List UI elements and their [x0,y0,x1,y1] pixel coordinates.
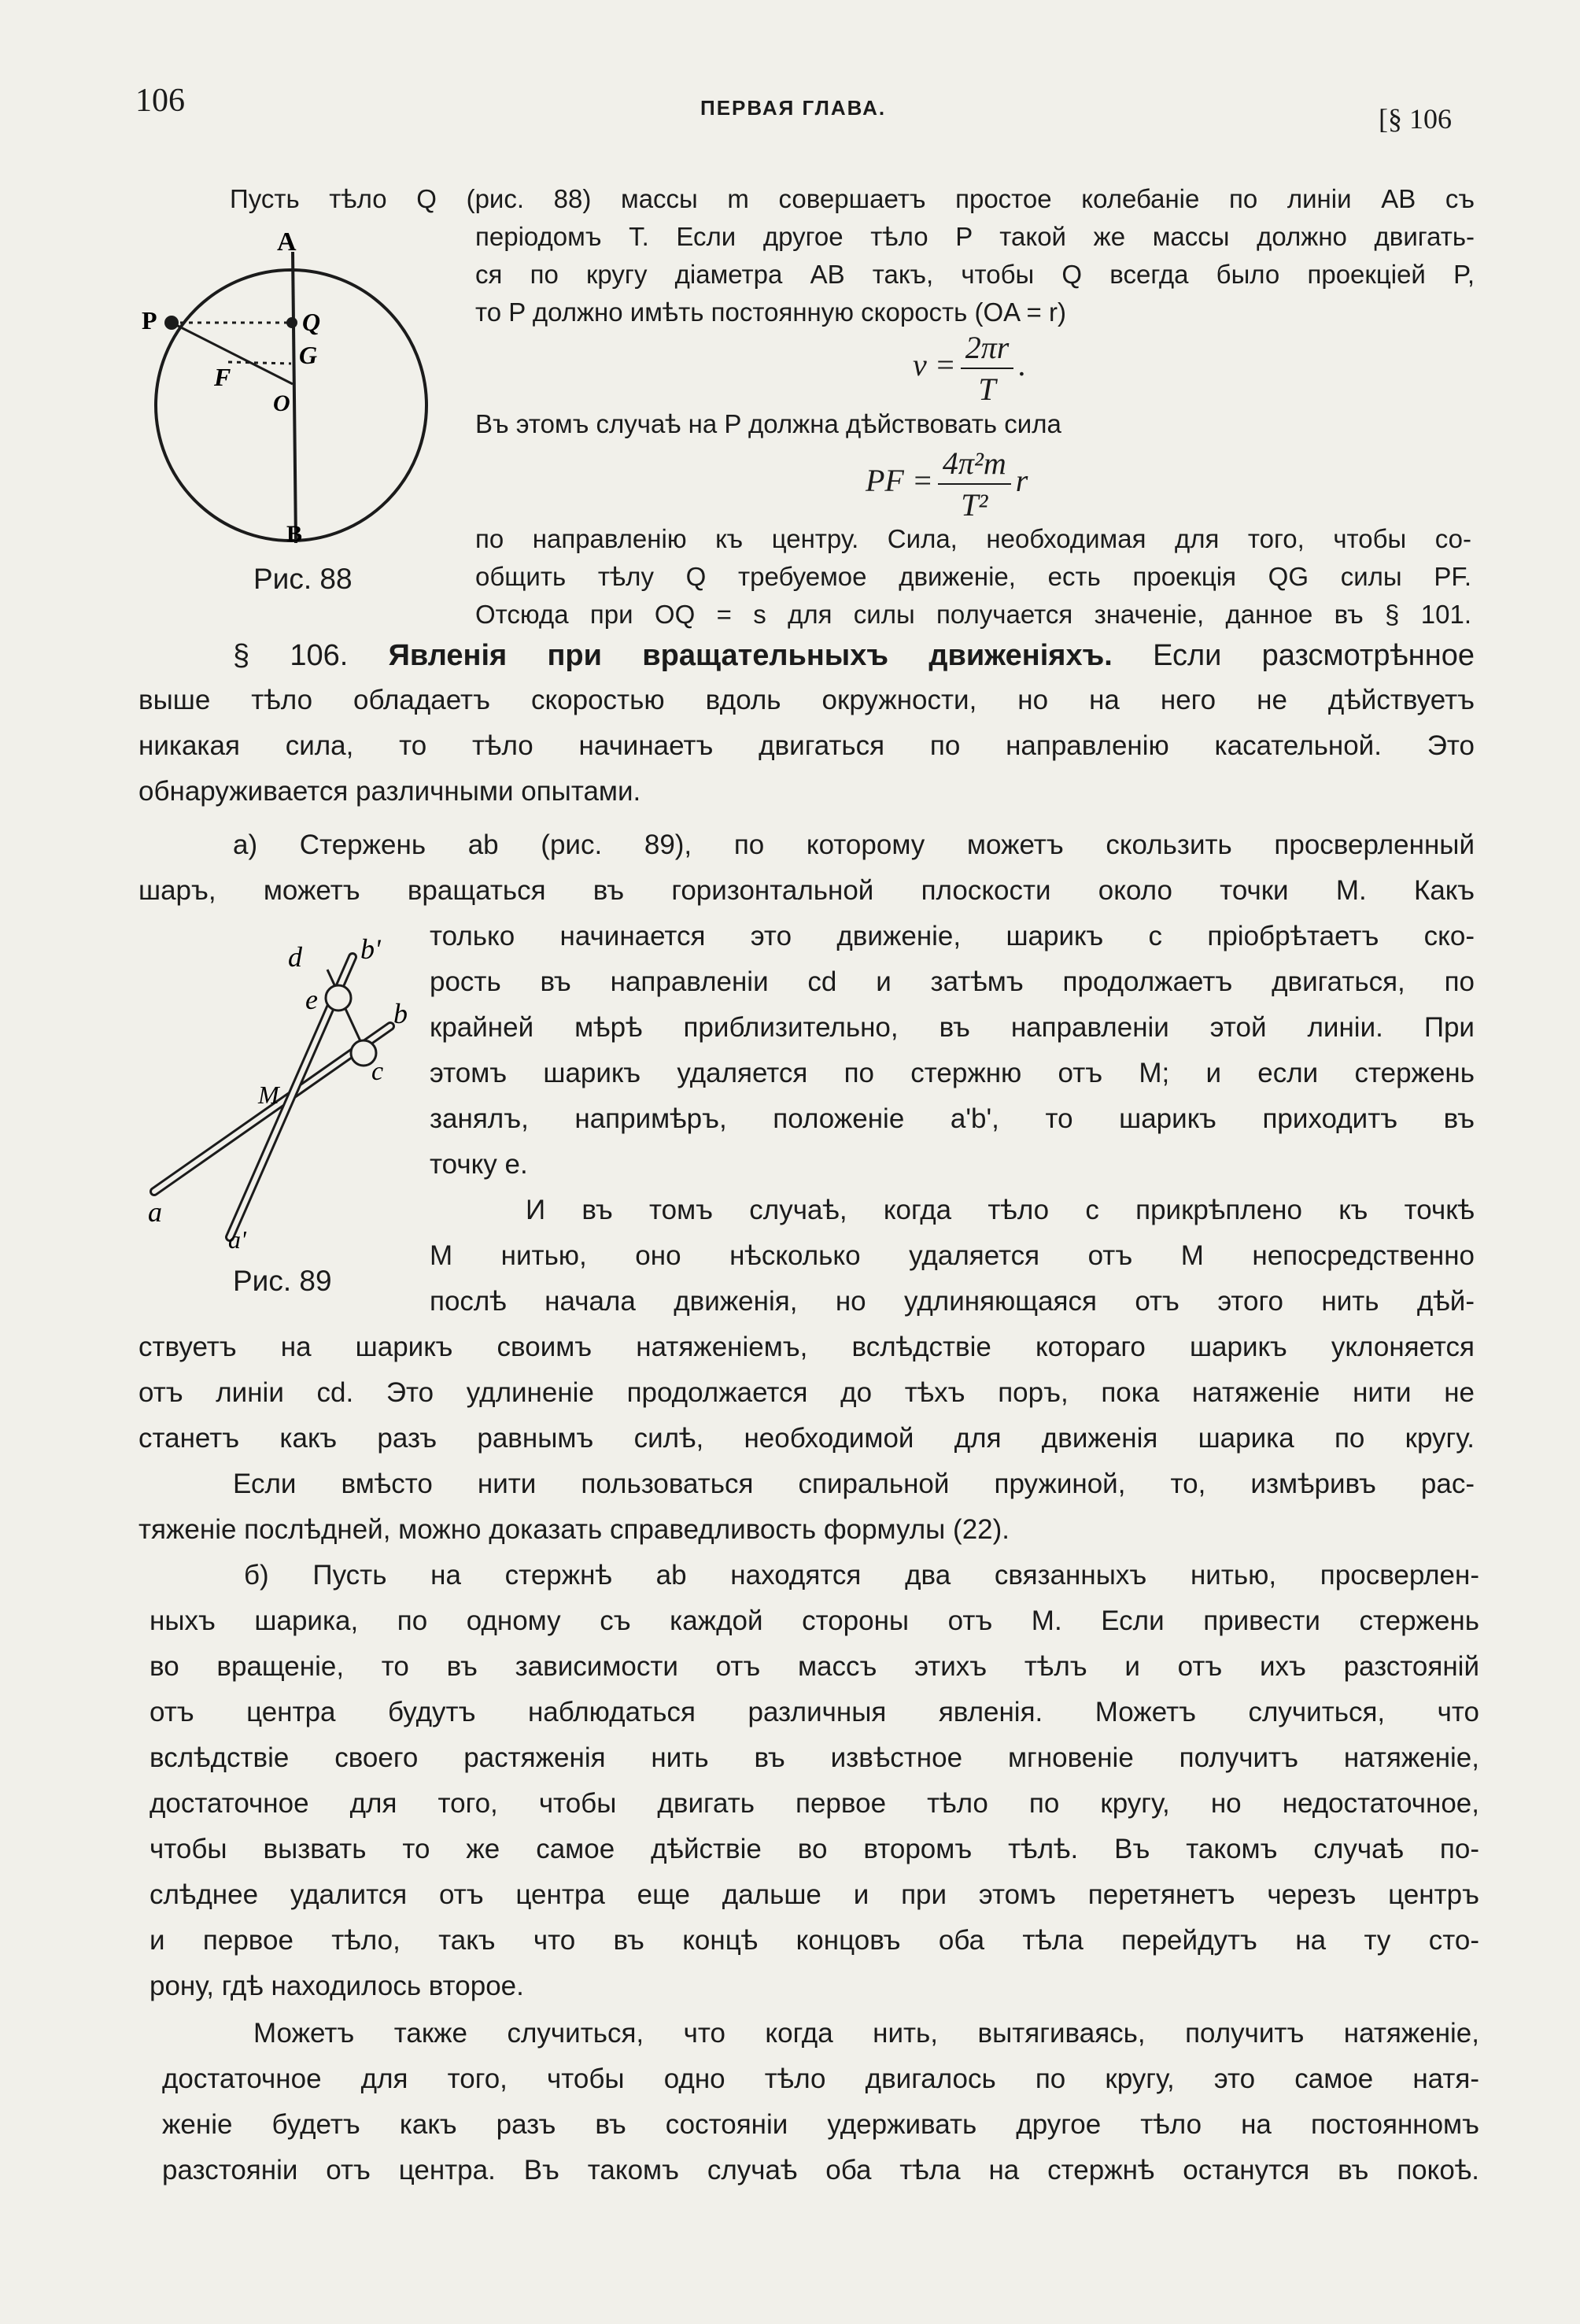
dotted-FG [228,362,291,364]
running-title: ПЕРВАЯ ГЛАВА. [700,96,887,120]
label-b: b [393,998,408,1029]
label-c: c [371,1057,384,1086]
label-a: a [148,1196,162,1228]
label-A: A [277,228,297,257]
text-line: ся по кругу діаметра AB такъ, чтобы Q всегда было проекціей P, [475,260,1475,289]
label-P: P [142,306,157,334]
text-line: и первое тѣло, такъ что въ концѣ концовъ оба тѣла перейдутъ на ту сто- [150,1925,1479,1956]
text-line: шаръ, можетъ вращаться въ горизонтальной плоскости около точки M. Какъ [138,875,1475,906]
text-line: рону, гдѣ находилось второе. [150,1971,524,2001]
text-line: Если вмѣсто нити пользоваться спиральной пружиной, то, измѣривъ рас- [233,1469,1475,1499]
text-line: обнаруживается различными опытами. [138,776,641,807]
text-line: общить тѣлу Q требуемое движеніе, есть проекція QG силы PF. [475,562,1471,591]
text-line: разстояніи отъ центра. Въ такомъ случаѣ оба тѣла на стержнѣ останутся въ покоѣ. [162,2155,1479,2185]
figure-88-circle-diagram [142,228,456,559]
label-B: B [286,521,303,547]
text-line: Можетъ также случиться, что когда нить, вытягиваясь, получитъ натяженіе, [253,2018,1479,2049]
text-line: тяженіе послѣдней, можно доказать справедливость формулы (22). [138,1514,1010,1545]
text-line: ныхъ шарика, по одному съ каждой стороны отъ M. Если привести стержень [150,1605,1479,1636]
label-Q: Q [302,308,321,336]
text-line: только начинается это движеніе, шарикъ c пріобрѣтаетъ ско- [430,921,1475,951]
text-line: рость въ направленіи cd и затѣмъ продолжаетъ двигаться, по [430,966,1475,997]
text-line: Въ этомъ случаѣ на P должна дѣйствовать сила [475,409,1061,438]
text-line: этомъ шарикъ удаляется по стержню отъ M; и если стержень [430,1058,1475,1088]
text-line: выше тѣло обладаетъ скоростью вдоль окружности, но на него не дѣйствуетъ [138,685,1475,715]
text-line: а) Стержень ab (рис. 89), по которому можетъ скользить просверленный [233,829,1475,860]
text-line: Отсюда при OQ = s для силы получается значеніе, данное въ § 101. [475,600,1471,629]
figure-89-caption: Рис. 89 [233,1265,332,1297]
point-P [164,316,179,330]
text-line: б) Пусть на стержнѣ ab находятся два связанныхъ нитью, просверлен- [244,1560,1479,1591]
text-line: по направленію къ центру. Сила, необходимая для того, чтобы со- [475,524,1471,553]
equation-velocity: v = $\frac{2\pi r}{T}$ . [913,330,1027,407]
text-line: вслѣдствіе своего растяженія нить въ извѣстное мгновеніе получитъ натяженіе, [150,1742,1479,1773]
text-line: достаточное для того, чтобы одно тѣло двигалось по кругу, это самое натя- [162,2064,1479,2094]
label-G: G [299,341,318,369]
page-number: 106 [135,83,185,119]
figure-88-caption: Рис. 88 [253,563,353,595]
section-title: Явленія при вращательныхъ движеніяхъ. [388,639,1113,672]
text-line: ствуетъ на шарикъ своимъ натяженіемъ, вслѣдствіе котораго шарикъ уклоняется [138,1332,1475,1362]
label-M: M [258,1081,279,1109]
label-a-prime: a' [228,1225,246,1251]
text-line: отъ центра будутъ наблюдаться различныя явленія. Можетъ случиться, что [150,1697,1479,1727]
point-Q [286,317,297,328]
text-line: то P должно имѣть постоянную скорость (OA = r) [475,297,1066,327]
text-line: отъ линіи cd. Это удлиненіе продолжается до тѣхъ поръ, пока натяженіе нити не [138,1377,1475,1408]
text-line: слѣднее удалится отъ центра еще дальше и при этомъ перетянетъ черезъ центръ [150,1879,1479,1910]
text-line: крайней мѣрѣ приблизительно, въ направленіи этой линіи. При [430,1012,1475,1043]
label-F: F [214,363,231,391]
text-line: чтобы вызвать то же самое дѣйствіе во второмъ тѣлѣ. Въ такомъ случаѣ по- [150,1834,1479,1864]
text-line: послѣ начала движенія, но удлиняющаяся отъ этого нить дѣй- [430,1286,1475,1317]
text-line: періодомъ T. Если другое тѣло P такой же массы должно двигать- [475,222,1475,251]
text-line: точку e. [430,1149,528,1180]
label-b-prime: b' [360,937,381,965]
text-line: И въ томъ случаѣ, когда тѣло c прикрѣплено къ точкѣ [526,1195,1475,1225]
section-heading: § 106. Явленія при вращательныхъ движеніяхъ. Если разсмотрѣнное [233,639,1475,672]
label-e: e [305,984,318,1015]
text-line: достаточное для того, чтобы двигать первое тѣло по кругу, но недостаточное, [150,1788,1479,1819]
text-line: M нитью, оно нѣсколько удаляется отъ M непосредственно [430,1240,1475,1271]
diameter-AB [293,252,296,543]
equation-force: PF = $\frac{\text{4π²m}}{\text{T²}}$ r [866,445,1028,523]
label-d: d [288,941,302,973]
section-reference: [§ 106 [1379,103,1452,135]
ball-e [326,985,351,1011]
label-O: O [273,390,290,416]
figure-89-rod-diagram [142,937,425,1251]
text-line: станетъ какъ разъ равнымъ силѣ, необходимой для движенія шарика по кругу. [138,1423,1475,1454]
text-line: Пусть тѣло Q (рис. 88) массы m совершаетъ простое колебаніе по линіи AB съ [230,184,1475,213]
text-line: занялъ, напримѣръ, положеніе a'b', то шарикъ приходитъ въ [430,1103,1475,1134]
text-line: женіе будетъ какъ разъ въ состояніи удерживать другое тѣло на постоянномъ [162,2109,1479,2140]
radius-PO [172,323,293,384]
text-line: во вращеніе, то въ зависимости отъ массъ этихъ тѣлъ и отъ ихъ разстояній [150,1651,1479,1682]
text-line: никакая сила, то тѣло начинаетъ двигаться по направленію касательной. Это [138,730,1475,761]
circle [156,270,426,541]
